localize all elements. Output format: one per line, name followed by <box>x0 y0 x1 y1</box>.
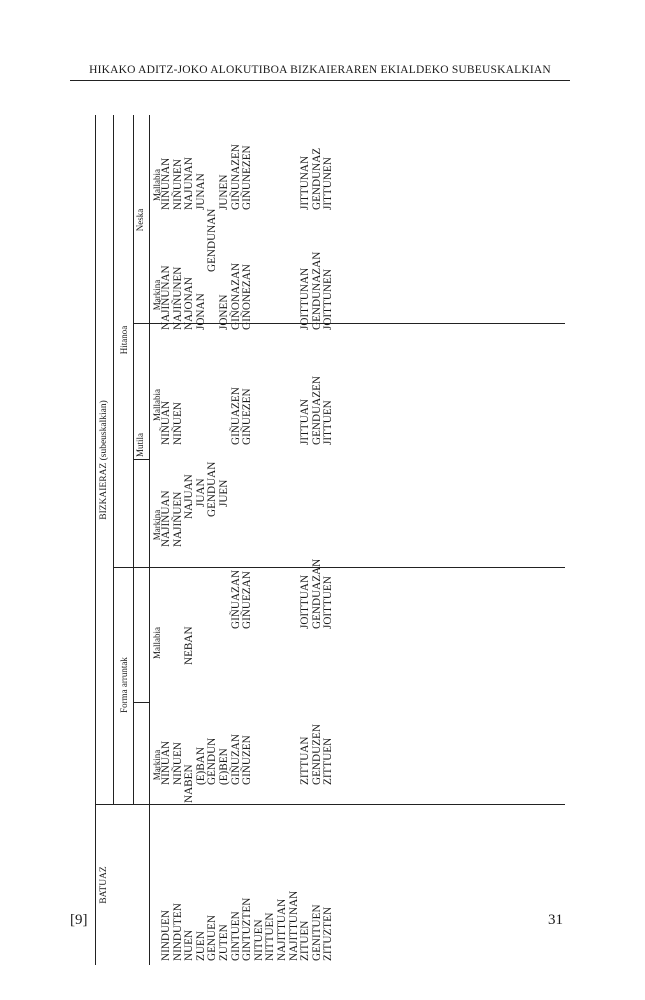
cell: JITTUNEN <box>322 157 335 210</box>
cell <box>265 144 277 210</box>
col-mutila-mallabia <box>161 376 335 445</box>
col-neska-markina <box>161 209 335 330</box>
section-number: [9] <box>70 912 88 928</box>
separator-batuaz <box>95 804 565 805</box>
col-neska-mallabia <box>161 144 335 210</box>
cell: GIÑUAZEN <box>229 387 242 445</box>
cell <box>184 376 196 445</box>
cell: NAJUNAN <box>183 157 196 210</box>
cell: GENUEN <box>206 915 219 961</box>
col-arrunt-markina <box>160 724 335 803</box>
header-neska: Neska <box>135 208 145 232</box>
cell: NIÑUAN <box>160 740 172 785</box>
cell: GIÑUZAN <box>229 734 242 785</box>
cell: NAJIÑUAN <box>160 490 172 547</box>
cell: JITTUNAN <box>299 155 312 210</box>
cell: JUNAN <box>194 173 207 210</box>
cell: GINTUEN <box>229 911 242 961</box>
rule-level-3 <box>149 115 150 965</box>
cell <box>254 209 266 330</box>
cell: GIÑUEZEN <box>241 388 254 445</box>
cell <box>277 376 289 445</box>
cell: ZITTUEN <box>322 737 335 785</box>
cell: GENITUEN <box>310 904 323 961</box>
cell: NAJITTUAN <box>275 898 288 961</box>
cell: JOITTUAN <box>299 574 312 629</box>
verb-table-rotated <box>95 115 565 965</box>
cell <box>254 376 266 445</box>
cell: GENDUZEN <box>310 724 323 785</box>
cell <box>277 209 289 330</box>
cell <box>207 376 219 445</box>
cell <box>277 724 289 785</box>
page-number: 31 <box>548 912 563 928</box>
top-rule <box>95 115 96 965</box>
cell: ZITTUAN <box>299 736 312 785</box>
cell: GIÑUNEZEN <box>241 145 254 210</box>
cell: JUAN <box>194 478 207 507</box>
cell: NAJITTUNAN <box>287 890 300 961</box>
cell: NAJIÑUNEN <box>171 266 184 330</box>
header-mutila: Mutila <box>135 433 145 457</box>
cell: ZITUZTEN <box>322 906 335 961</box>
col-arrunt-mallabia <box>161 626 196 665</box>
header-batuaz: BATUAZ <box>99 866 109 904</box>
cell: NAJIÑUNAN <box>160 265 172 330</box>
cell: JUEN <box>217 479 230 507</box>
cell-shared: GENDUNAN <box>206 208 219 272</box>
cell <box>265 209 277 330</box>
cell: GIÑUAZAN <box>229 569 242 629</box>
cell: NABEN <box>183 764 196 803</box>
cell: NITUEN <box>252 919 265 961</box>
cell: NAJUAN <box>183 474 196 519</box>
cell: NINDUEN <box>160 910 172 961</box>
cell: GENDUAZAN <box>310 558 323 629</box>
cell: JOITTUNEN <box>322 269 335 330</box>
cell: JITTUAN <box>299 399 312 445</box>
cell: ZUEN <box>194 931 207 961</box>
header-neska-markina: Markina <box>152 279 162 311</box>
header-bizkaieraz: BIZKAIERAZ (subeuskalkian) <box>99 400 109 520</box>
cell: JUNEN <box>217 174 230 210</box>
cell: NITTUEN <box>264 912 277 961</box>
cell <box>219 376 231 445</box>
cell <box>254 462 266 547</box>
cell <box>265 724 277 785</box>
cell: NEBAN <box>183 626 196 665</box>
cell: GENDUNAZ <box>310 147 323 210</box>
cell: GENDUAZEN <box>310 376 323 445</box>
cell: GIÑUNAZEN <box>229 144 242 210</box>
cell: JITTUEN <box>322 400 335 445</box>
running-head-rule <box>70 80 570 81</box>
cell: GENDUAN <box>206 461 219 517</box>
cell: ZUTEN <box>217 924 230 961</box>
cell <box>265 376 277 445</box>
cell: NIÑUNAN <box>160 157 172 210</box>
cell: (E)BAN <box>194 747 207 785</box>
running-head: HIKAKO ADITZ-JOKO ALOKUTIBOA BIZKAIERAREN EKIALDEKO SUBEUSKALKIAN <box>89 64 551 76</box>
cell <box>196 376 208 445</box>
cell: JONEN <box>217 294 230 330</box>
cell: NIÑUEN <box>171 402 184 445</box>
header-arrunt-mallabia: Mallabia <box>152 627 162 659</box>
cell: GIÑONEZAN <box>241 264 254 330</box>
rule-level-1 <box>113 115 114 805</box>
header-neska-mallabia: Mallabia <box>152 169 162 201</box>
cell <box>254 144 266 210</box>
col-batuaz <box>161 891 335 961</box>
cell: NINDUTEN <box>171 903 184 961</box>
cell: JONAN <box>194 293 207 330</box>
cell: NIÑUEN <box>171 742 184 785</box>
cell: GIÑONAZAN <box>229 262 242 330</box>
cell: NIÑUAN <box>160 400 172 445</box>
cell: GENDUN <box>206 737 219 785</box>
cell: ZITUEN <box>299 920 312 961</box>
separator-sub-2 <box>133 459 149 460</box>
cell <box>289 462 301 547</box>
separator-sub-1 <box>133 702 149 703</box>
cell <box>277 462 289 547</box>
cell: JOITTUNAN <box>299 267 312 330</box>
cell: GIÑUZEN <box>241 735 254 785</box>
col-mutila-markina <box>160 461 335 629</box>
header-arrunt-markina: Markina <box>152 749 162 781</box>
cell <box>254 724 266 785</box>
cell: (E)BEN <box>217 748 230 785</box>
cell: NUEN <box>183 929 196 961</box>
cell: JOITTUEN <box>322 576 335 629</box>
header-mutila-mallabia: Mallabia <box>152 389 162 421</box>
cell <box>265 462 277 547</box>
cell: GIÑUEZAN <box>241 571 254 629</box>
cell: NAJIÑUEN <box>171 491 184 547</box>
cell: GINTUZTEN <box>241 897 254 961</box>
header-forma-arruntak: Forma arruntak <box>119 657 129 713</box>
cell: GENDUNAZAN <box>310 251 323 330</box>
header-hitanoa: Hitanoa <box>119 325 129 355</box>
separator-forma-hitanoa <box>113 567 565 568</box>
header-mutila-markina: Markina <box>152 509 162 541</box>
cell <box>161 626 173 665</box>
cell <box>277 144 289 210</box>
cell: NAJONAN <box>183 277 196 330</box>
verb-table <box>95 115 565 965</box>
cell: NIÑUNEN <box>171 159 184 210</box>
